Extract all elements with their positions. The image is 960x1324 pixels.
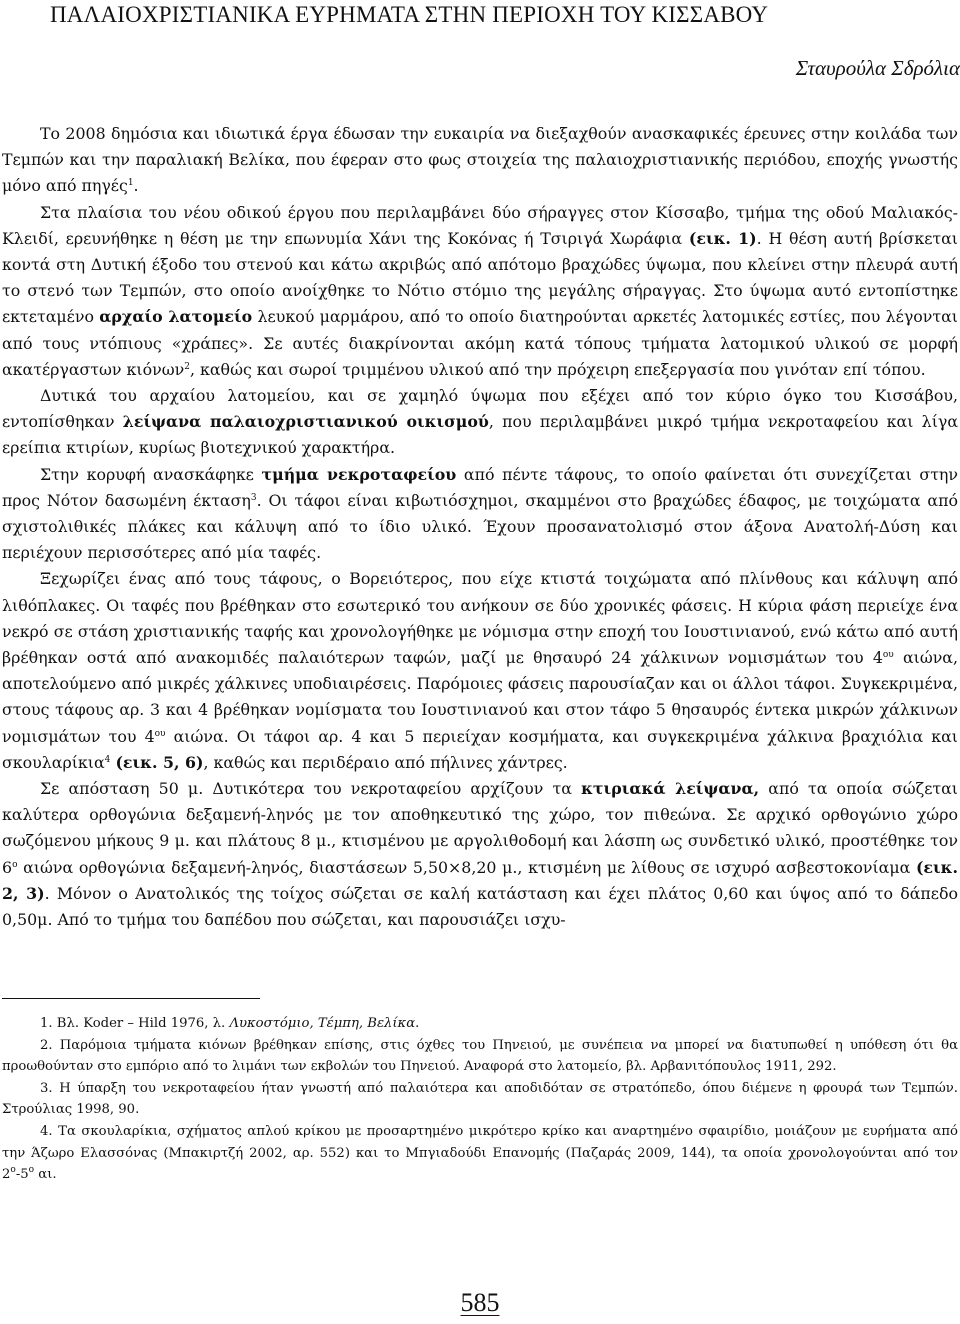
body-paragraph bbox=[2, 566, 958, 776]
superscript: 3 bbox=[250, 492, 257, 503]
footnote bbox=[2, 1121, 958, 1186]
text-run: . Η θέση αυτή βρίσκεται κοντά στη Δυτική έξοδο του στενού και κάτω ακριβώς από απότομο βραχώδες ύψωμα, που κλείνει στην πλευρά αυτή το στενό των Τεμπών, στο οποίο ανοίχθηκε το Νότιο στόμιο της μεγάλης σήραγγας. Στο ύψωμα αυτό εντοπίστηκε εκτεταμένο bbox=[2, 228, 959, 327]
text-run: από τα οποία σώζεται καλύτερα ορθογώνια δεξαμενή-ληνός με τον αποθηκευτικό της χώρο, τον πιθεώνα. Σε αρχικό ορθογώνιο χώρο σωζόμενου μήκους 9 μ. και πλάτους 8 μ., κτισμένου με αργολιθοδομή και λάσπη ως συνδετικό υλικό, προστέθηκε τον 6 bbox=[2, 779, 958, 877]
text-run: 1. Βλ. Koder – Hild 1976, λ. bbox=[40, 1016, 230, 1031]
superscript: ο bbox=[12, 859, 18, 870]
superscript: 2 bbox=[184, 361, 190, 372]
text-run: Στα πλαίσια του νέου οδικού έργου που περιλαμβάνει δύο σήραγγες στον Κίσσαβο, τμήμα της οδού Μαλιακός-Κλειδί, ερευνήθηκε η θέση με την επωνυμία Χάνι της Κοκόνας ή Τσιριγά Χωράφια bbox=[2, 202, 958, 248]
bold-text: (εικ. 1) bbox=[688, 228, 757, 248]
superscript: ο bbox=[10, 1165, 16, 1176]
text-run: Λυκοστόμιο, Τέμπη, Βελίκα bbox=[229, 1016, 416, 1031]
text-run: αιώνα, αποτελούμενο από μικρές χάλκινες υποδιαιρέσεις. Παρόμοιες φάσεις παρουσίαζαν και οι άλλοι τάφοι. Συγκεκριμένα, στους τάφους αρ. 3 και 4 βρέθηκαν νομίσματα του Ιουστινιανού και στον τάφο 5 θησαυρός έντεκα μικρών χάλκινων νομισμάτων του 4 bbox=[2, 648, 958, 746]
bold-text: τμήμα νεκροταφείου bbox=[261, 464, 457, 484]
footnote-separator bbox=[2, 998, 260, 999]
body-paragraph bbox=[2, 121, 958, 200]
text-run: Σε απόσταση 50 μ. Δυτικότερα του νεκροταφείου αρχίζουν τα bbox=[40, 779, 582, 799]
text-run: . Οι τάφοι είναι κιβωτιόσχημοι, σκαμμένοι στο βραχώδες έδαφος, με τοιχώματα από σχιστολιθικές πλάκες και κάλυψη από το ίδιο υλικό. Έχουν προσανατολισμό στον άξονα Ανατολή-Δύση και περιέχουν περισσότερες από μία ταφές. bbox=[2, 490, 958, 563]
footnote bbox=[2, 1013, 958, 1035]
text-run: Ξεχωρίζει ένας από τους τάφους, ο Βορειότερος, που είχε κτιστά τοιχώματα από πλίνθους και κάλυψη από λιθόπλακες. Οι ταφές που βρέθηκαν στο εσωτερικό του ανήκουν σε δύο χρονικές φάσεις. Η κύρια φάση περιείχε ένα νεκρό σε στάση χριστιανικής ταφής και χρονολογήθηκε με νόμισμα στην εποχή του Ιουστινιανού, ενώ κάτω από αυτή βρέθηκαν οστά από ανακομιδές παλαιότερων ταφών, μαζί με θησαυρό 24 χάλκινων νομισμάτων του 4 bbox=[2, 569, 958, 668]
bold-text: (εικ. 5, 6) bbox=[115, 752, 204, 772]
page-number bbox=[0, 1288, 960, 1318]
text-run: , που περιλαμβάνει μικρό τμήμα νεκροταφείου και λίγα ερείπια κτιρίων, κυρίως βιοτεχνικού χαρακτήρα. bbox=[2, 412, 958, 458]
body-paragraph bbox=[2, 383, 958, 462]
bold-text: αρχαίο λατομείο bbox=[99, 307, 253, 327]
text-run: από πέντε τάφους, το οποίο φαίνεται ότι συνεχίζεται στην προς Νότον δασωμένη έκταση bbox=[2, 464, 959, 510]
text-run: . Μόνον ο Ανατολικός της τοίχος σώζεται σε καλή κατάσταση και έχει πλάτος 0,60 και ύψος από το δάπεδο 0,50μ. Από το τμήμα του δαπέδου που σώζεται, και παρουσιάζει ισχυ- bbox=[2, 883, 958, 930]
superscript: ο bbox=[28, 1165, 35, 1176]
superscript: ου bbox=[154, 728, 166, 739]
superscript: ου bbox=[882, 650, 894, 661]
bold-text: (εικ. 2, 3) bbox=[2, 857, 958, 903]
text-run: Το 2008 δημόσια και ιδιωτικά έργα έδωσαν την ευκαιρία να διεξαχθούν ανασκαφικές έρευνες στην κοιλάδα των Τεμπών και την παραλιακή Βελίκα, που έφεραν στο φως στοιχεία της παλαιοχριστιανικής περιόδου, εποχής γνωστής μόνο από πηγές bbox=[2, 124, 958, 196]
text-run: . bbox=[133, 176, 139, 196]
text-run: -5 bbox=[15, 1167, 29, 1183]
article-body bbox=[2, 121, 958, 933]
bold-text: κτιριακά λείψανα, bbox=[581, 779, 760, 799]
text-run: , καθώς και περιδέραιο από πήλινες χάντρες. bbox=[203, 752, 568, 772]
footnote bbox=[2, 1078, 958, 1121]
text-run: Στην κορυφή ανασκάφηκε bbox=[40, 464, 262, 484]
body-paragraph bbox=[2, 200, 958, 383]
text-run: αιώνα. Οι τάφοι αρ. 4 και 5 περιείχαν κοσμήματα, και συγκεκριμένα χάλκινα βραχιόλια και σκουλαρίκια bbox=[2, 726, 958, 772]
body-paragraph bbox=[2, 462, 958, 567]
page-number-text: 585 bbox=[460, 1288, 500, 1317]
article-title: ΠΑΛΑΙΟΧΡΙΣΤΙΑΝΙΚΑ ΕΥΡΗΜΑΤΑ ΣΤΗΝ ΠΕΡΙΟΧΗ ΤΟΥ ΚΙΣΣΑΒΟΥ bbox=[50, 2, 769, 27]
text-run: Δυτικά του αρχαίου λατομείου, και σε χαμηλό ύψωμα που εξέχει από τον κύριο όγκο του Κισσάβου, εντοπίσθηκαν bbox=[2, 386, 958, 432]
footnotes bbox=[2, 1013, 958, 1186]
body-paragraph bbox=[2, 776, 958, 933]
bold-text: λείψανα παλαιοχριστιανικού οικισμού bbox=[122, 412, 489, 432]
text-run: αιώνα ορθογώνια δεξαμενή-ληνός, διαστάσεων 5,50×8,20 μ., κτισμένη με λίθους σε ισχυρό ασβεστοκονίαμα bbox=[17, 857, 916, 877]
text-run: 3. Η ύπαρξη του νεκροταφείου ήταν γνωστή από παλαιότερα και αποδιδόταν σε στρατόπεδο, όπου διέμενε η φρουρά των Τεμπών. Στρούλιας 1998, 90. bbox=[2, 1080, 958, 1118]
text-run: 2. Παρόμοια τμήματα κιόνων βρέθηκαν επίσης, στις όχθες του Πηνειού, με συνέπεια να μπορεί να διατυπωθεί η υπόθεση ότι θα προωθούνταν στο εμπόριο από το λιμάνι των εκβολών του Πηνειού. Αναφορά στο λατομείο, βλ. Αρβανιτόπουλος 1911, 292. bbox=[2, 1037, 958, 1075]
superscript: 1 bbox=[127, 178, 134, 189]
text-run: . bbox=[415, 1016, 420, 1031]
footnote bbox=[2, 1035, 958, 1078]
text-run: 4. Τα σκουλαρίκια, σχήματος απλού κρίκου με προσαρτημένο μικρότερο κρίκο και αναρτημένο σφαιρίδιο, μοιάζουν με ευρήματα από την Άζωρο Ελασσόνας (Μπακιρτζή 2002, αρ. 552) και το Μπγιαδούδι Επανομής (Παζαράς 2009, 144), τα οποία χρονολογούνται από τον 2 bbox=[2, 1123, 958, 1183]
superscript: 4 bbox=[104, 754, 111, 765]
author-name: Σταυρούλα Σδρόλια bbox=[795, 56, 960, 80]
text-run: αι. bbox=[34, 1167, 57, 1183]
text-run: λευκού μαρμάρου, από το οποίο διατηρούνται αρκετές λατομικές εστίες, που λέγονται από τους ντόπιους «χράπες». Σε αυτές διακρίνονται ακόμη κατά τόπους τμήματα λατομικού υλικού σε μορφή ακατέργαστων κιόνων bbox=[2, 307, 958, 379]
text-run: , καθώς και σωροί τριμμένου υλικού από την πρόχειρη επεξεργασία που γινόταν επί τόπου. bbox=[189, 359, 926, 379]
